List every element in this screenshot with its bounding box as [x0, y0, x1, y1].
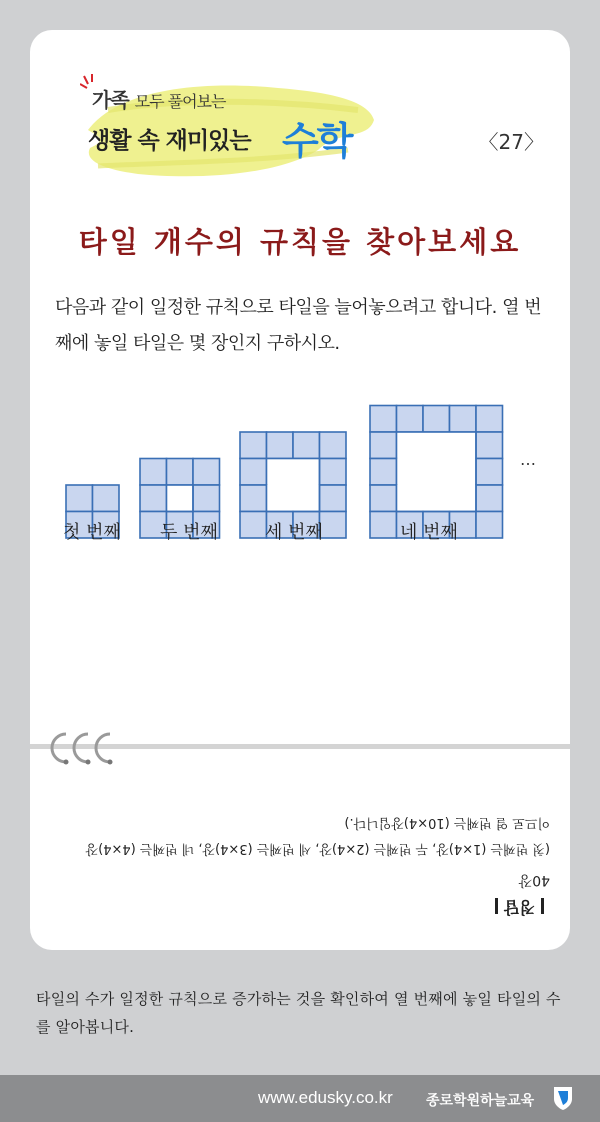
tile	[397, 406, 424, 433]
label-first: 첫 번째	[63, 522, 121, 543]
binder-rings-icon	[48, 728, 128, 768]
bottom-bar	[0, 1075, 600, 1122]
tile	[476, 485, 503, 512]
label-third: 세 번째	[265, 522, 323, 543]
answer-label: 정답	[50, 897, 550, 920]
empty-cell	[397, 459, 424, 486]
tile	[423, 406, 450, 433]
empty-cell	[423, 485, 450, 512]
label-fourth: 네 번째	[400, 522, 458, 543]
tile	[320, 459, 347, 486]
tile	[476, 406, 503, 433]
answer-explanation-1: (첫 번째는 (1×4)장, 두 번째는 (2×4)장, 세 번째는 (3×4)장, 네 번째는 (4×4)장	[85, 841, 550, 856]
empty-cell	[397, 432, 424, 459]
empty-cell	[293, 485, 320, 512]
upside-down-answer	[30, 790, 570, 930]
website-link[interactable]: www.edusky.co.kr	[258, 1088, 393, 1107]
tile	[450, 406, 477, 433]
answer-explanation-2: 이므로 열 번째는 (10×4)장입니다.)	[344, 815, 550, 830]
empty-cell	[267, 459, 294, 486]
series-subtitle-text: 모두 풀어보는	[134, 92, 226, 111]
tile	[370, 406, 397, 433]
tile	[140, 485, 167, 512]
series-math-text: 수학	[282, 119, 352, 163]
tile	[370, 459, 397, 486]
tile	[240, 485, 267, 512]
label-second: 두 번째	[160, 522, 218, 543]
footer-note: 타일의 수가 일정한 규칙으로 증가하는 것을 확인하여 열 번째에 놓일 타일의 수를 알아봅니다.	[36, 990, 561, 1036]
tile	[476, 459, 503, 486]
tile	[293, 432, 320, 459]
series-title-line2: 생활 속 재미있는	[88, 128, 251, 154]
series-family-text: 가족	[92, 88, 129, 112]
tile	[167, 459, 194, 486]
tile	[240, 432, 267, 459]
tile	[240, 459, 267, 486]
answer-value: 40장	[518, 872, 550, 888]
page-title: 타일 개수의 규칙을 찾아보세요	[78, 225, 522, 259]
tile	[140, 459, 167, 486]
organization-name: 종로학원하늘교육	[426, 1093, 535, 1109]
empty-cell	[450, 459, 477, 486]
tile	[193, 485, 220, 512]
episode-number: 〈27〉	[478, 130, 544, 154]
tile	[93, 485, 120, 512]
question-text: 다음과 같이 일정한 규칙으로 타일을 늘어놓으려고 합니다. 열 번째에 놓일 타일은 몇 장인지 구하시오.	[55, 297, 542, 354]
empty-cell	[423, 459, 450, 486]
org-logo-icon	[552, 1085, 574, 1111]
tile	[193, 459, 220, 486]
tile	[370, 432, 397, 459]
tile	[476, 432, 503, 459]
continuation-ellipsis: …	[520, 450, 536, 469]
empty-cell	[397, 485, 424, 512]
tile	[66, 485, 93, 512]
series-title-line1	[92, 84, 225, 113]
empty-cell	[423, 432, 450, 459]
tile	[320, 432, 347, 459]
tile	[267, 432, 294, 459]
empty-cell	[450, 485, 477, 512]
tile	[320, 485, 347, 512]
tile	[370, 485, 397, 512]
empty-cell	[293, 459, 320, 486]
series-header	[30, 30, 570, 200]
empty-cell	[167, 485, 194, 512]
empty-cell	[450, 432, 477, 459]
empty-cell	[267, 485, 294, 512]
